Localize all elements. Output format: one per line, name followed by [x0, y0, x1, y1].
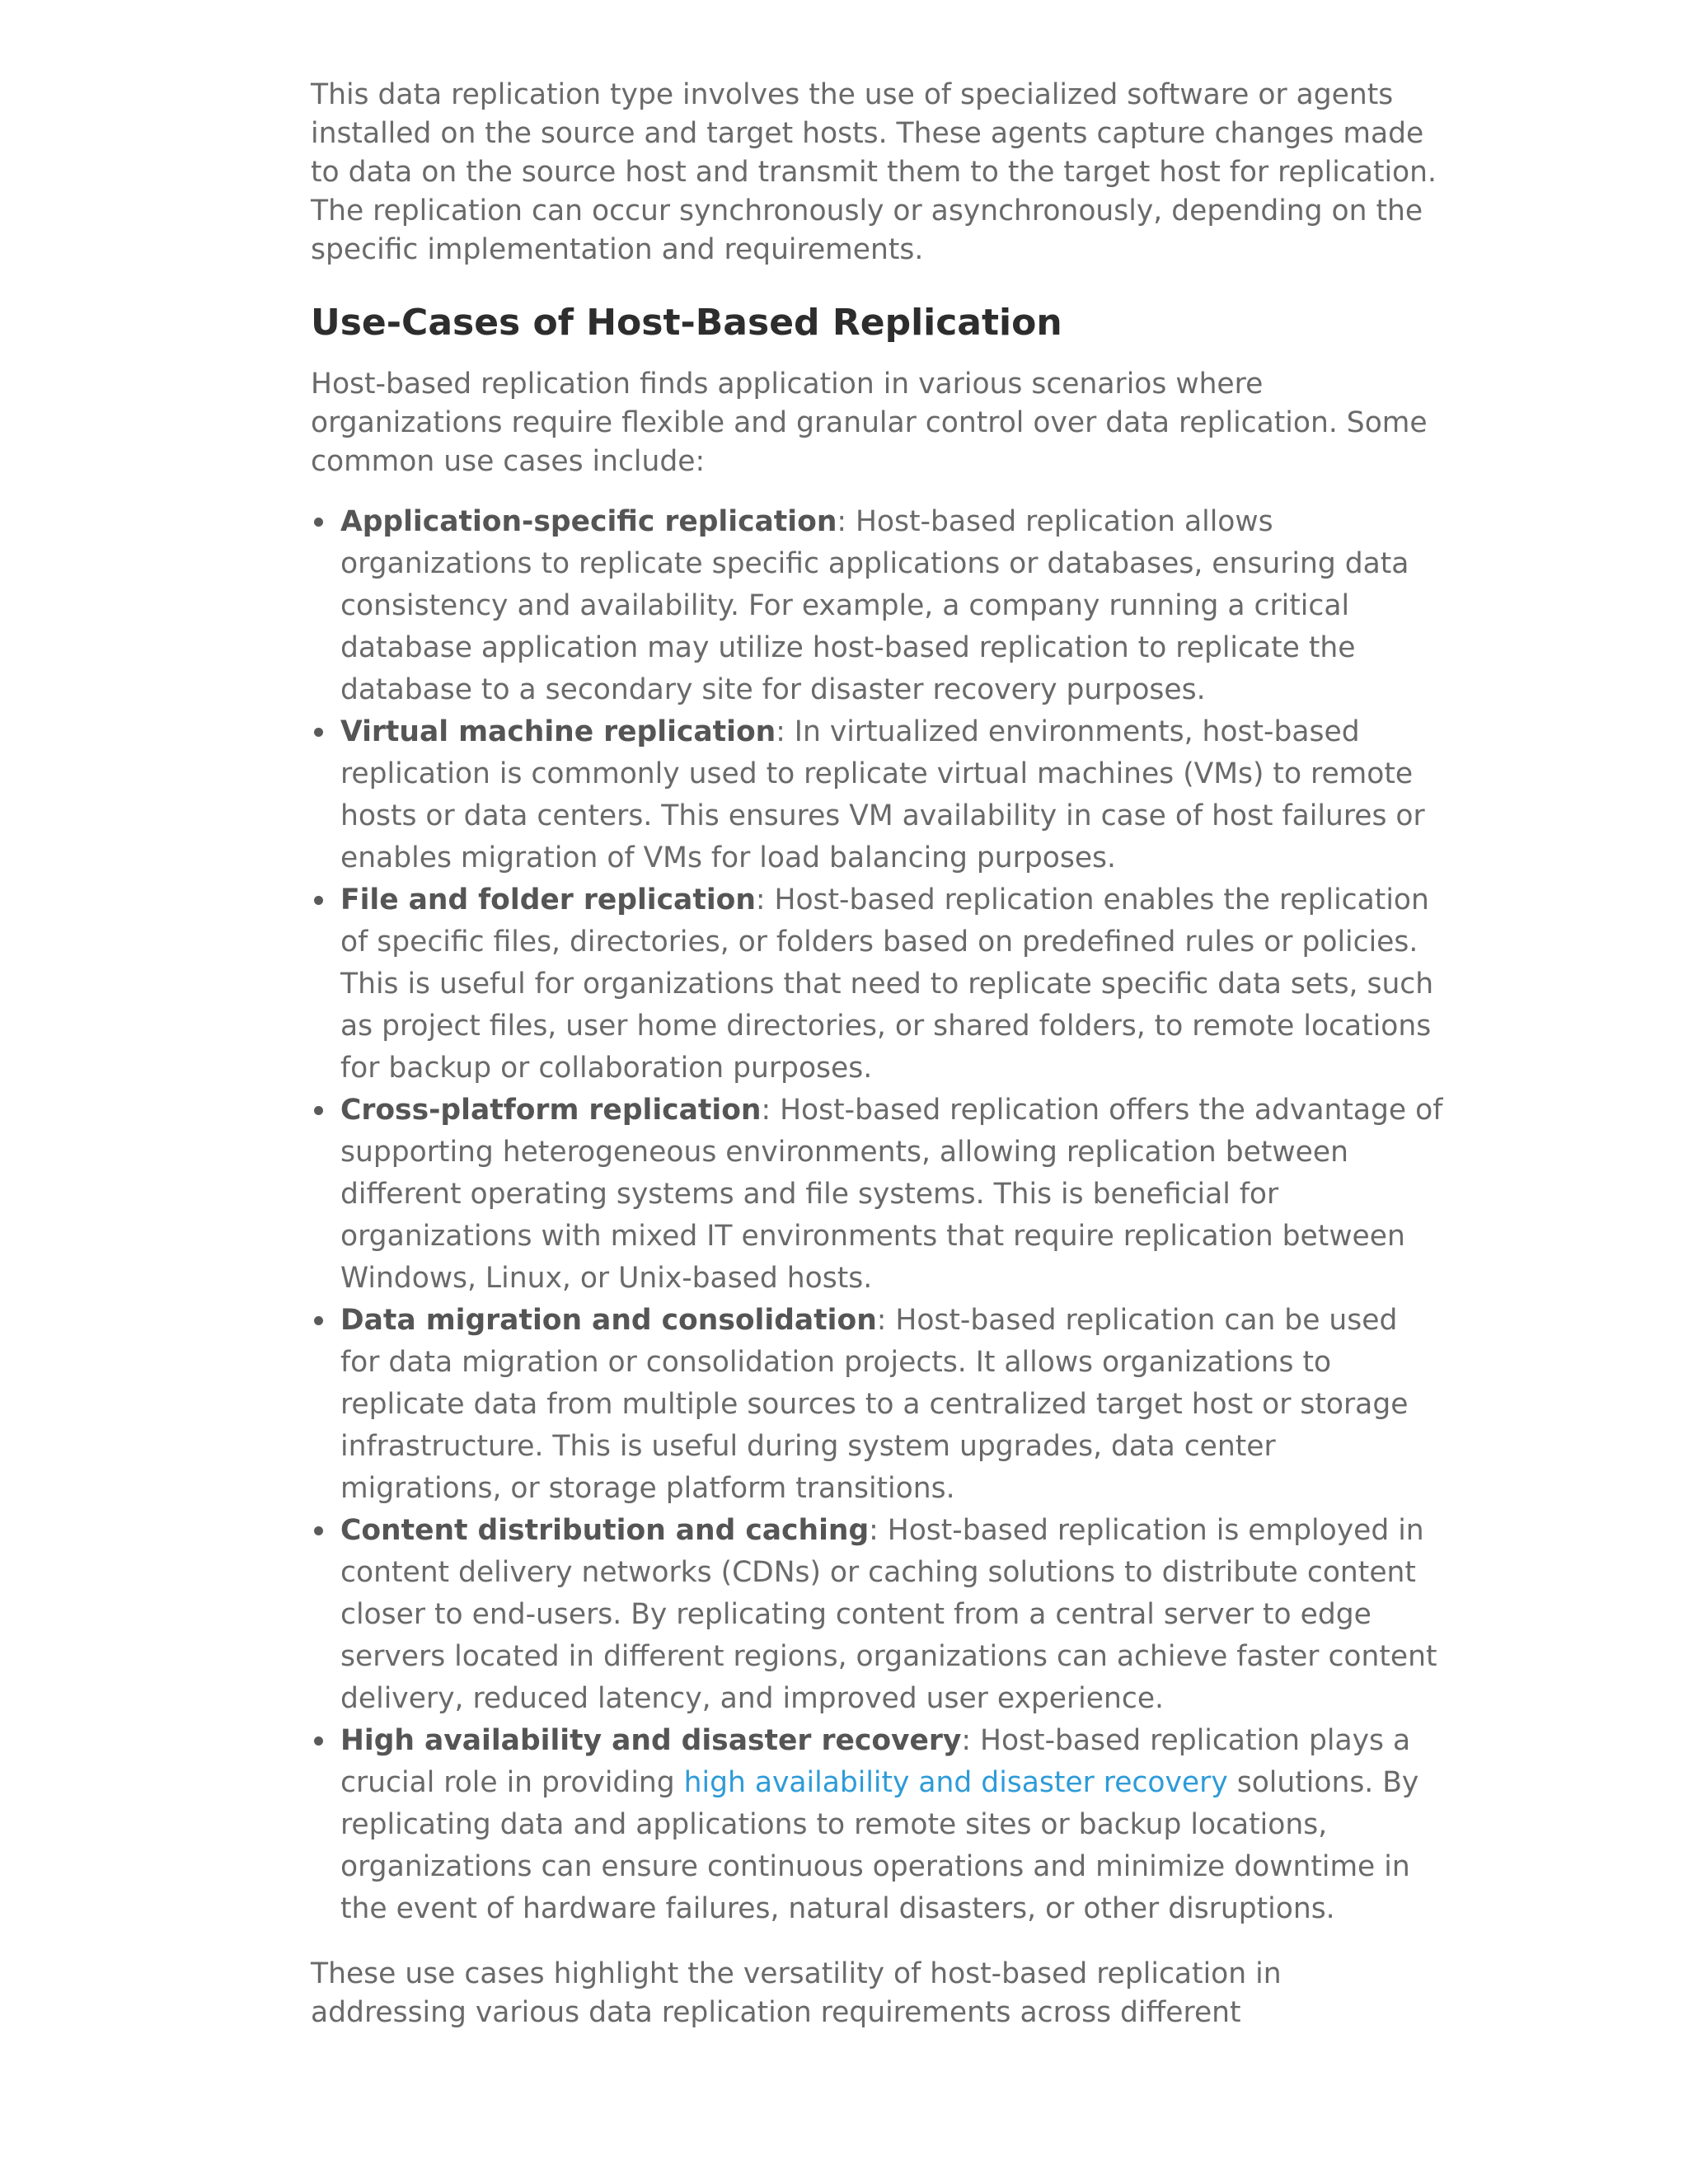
use-case-text: solutions. By replicating data and applications to remote sites or backup locations, organizations can ensure continuous operations and minimize downtime in the event of hardware failures, natural disasters, or other disruptions.: [340, 1766, 1419, 1925]
list-item: [340, 501, 1445, 711]
use-case-text: : Host-based replication plays a crucial role in providing: [340, 1724, 1411, 1799]
list-item: [340, 879, 1445, 1090]
bullet-dot: [314, 1106, 323, 1115]
intro-paragraph: This data replication type involves the use of specialized software or agents installed on the source and target hosts. These agents capture changes made to data on the source host and transmit them to the target host for replication. The replication can occur synchronously or asynchronously, depending on the specific implementation and requirements.: [311, 78, 1437, 266]
use-case-text: : Host-based replication allows organizations to replicate specific applications or databases, ensuring data consistency and availability. For example, a company running a critical database application may utilize host-based replication to replicate the database to a secondary site for disaster recovery purposes.: [340, 505, 1409, 706]
bullet-dot: [314, 728, 323, 737]
section-heading: Use-Cases of Host-Based Replication: [311, 302, 1062, 344]
ha-dr-link[interactable]: high availability and disaster recovery: [683, 1766, 1228, 1799]
list-item: [340, 711, 1445, 879]
use-case-term: Application-specific replication: [340, 505, 837, 538]
use-case-term: File and folder replication: [340, 883, 756, 916]
use-case-term: Virtual machine replication: [340, 715, 776, 748]
list-item: [340, 1510, 1445, 1720]
list-item: [340, 1720, 1445, 1930]
bullet-dot: [314, 518, 323, 527]
use-case-text: : Host-based replication is employed in content delivery networks (CDNs) or caching solutions to distribute content closer to end-users. By replicating content from a central server to edge servers located in different regions, organizations can achieve faster content delivery, reduced latency, and improved user experience.: [340, 1514, 1437, 1715]
use-case-term: Data migration and consolidation: [340, 1304, 877, 1337]
use-case-list: [311, 501, 1445, 1930]
bullet-dot: [314, 896, 323, 905]
use-case-text: : Host-based replication offers the advantage of supporting heterogeneous environments, allowing replication between different operating systems and file systems. This is beneficial for organizations with mixed IT environments that require replication between Windows, Linux, or Unix-based hosts.: [340, 1094, 1443, 1295]
bullet-dot: [314, 1736, 323, 1746]
use-case-text: : Host-based replication enables the replication of specific files, directories, or folders based on predefined rules or policies. This is useful for organizations that need to replicate specific data sets, such as project files, user home directories, or shared folders, to remote locations for backup or collaboration purposes.: [340, 883, 1434, 1085]
list-item: [340, 1300, 1445, 1510]
use-case-term: Content distribution and caching: [340, 1514, 870, 1547]
closing-paragraph: These use cases highlight the versatility of host-based replication in addressing various data replication requirements across different: [311, 1957, 1282, 2029]
article-content: [311, 76, 1445, 2032]
list-item: [340, 1090, 1445, 1300]
use-case-text: : In virtualized environments, host-based replication is commonly used to replicate virtual machines (VMs) to remote hosts or data centers. This ensures VM availability in case of host failures or enables migration of VMs for load balancing purposes.: [340, 715, 1425, 874]
bullet-dot: [314, 1316, 323, 1325]
use-case-term: High availability and disaster recovery: [340, 1724, 962, 1757]
use-case-text: : Host-based replication can be used for data migration or consolidation projects. It allows organizations to replicate data from multiple sources to a centralized target host or storage infrastructure. This is useful during system upgrades, data center migrations, or storage platform transitions.: [340, 1304, 1409, 1505]
bullet-dot: [314, 1526, 323, 1535]
lead-paragraph: Host-based replication finds application in various scenarios where organizations require flexible and granular control over data replication. Some common use cases include:: [311, 368, 1428, 478]
use-case-term: Cross-platform replication: [340, 1094, 762, 1127]
